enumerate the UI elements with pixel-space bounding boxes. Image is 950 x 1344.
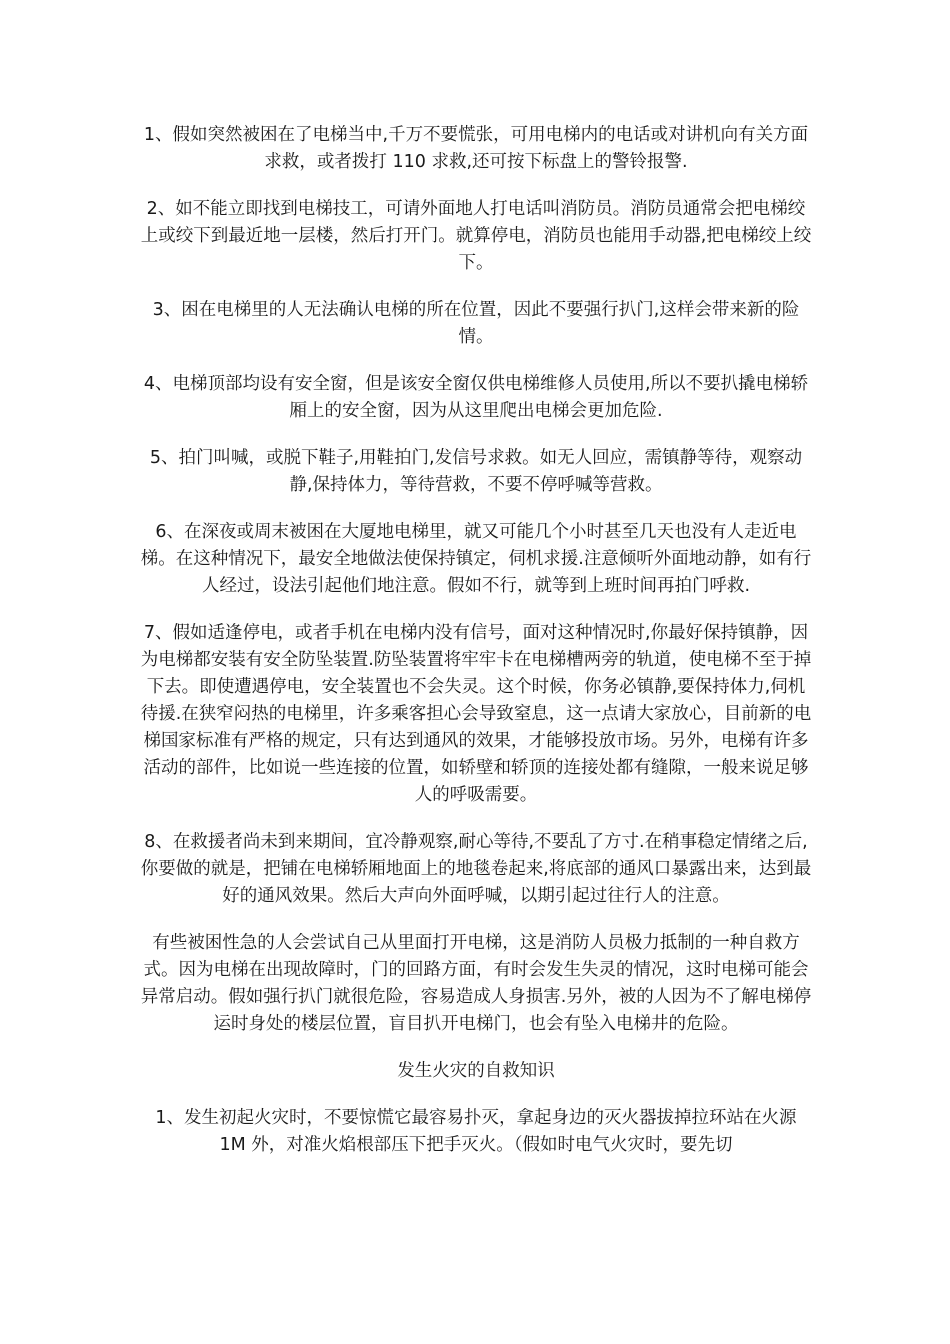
paragraph-3: 3、困在电梯里的人无法确认电梯的所在位置，因此不要强行扒门,这样会带来新的险情。 [152, 300, 800, 347]
section-heading: 发生火灾的自救知识 [397, 1061, 555, 1081]
paragraph-6: 6、在深夜或周末被困在大厦地电梯里，就又可能几个小时甚至几天也没有人走近电梯。在这种情况下，最安全地做法使保持镇定，伺机求援.注意倾听外面地动静，如有行人经过，设法引起他们地注意。假如不行，就等到上班时间再拍门呼救. [140, 522, 812, 596]
paragraph-2: 2、如不能立即找到电梯技工，可请外面地人打电话叫消防员。消防员通常会把电梯绞上或绞下到最近地一层楼，然后打开门。就算停电，消防员也能用手动器,把电梯绞上绞下。 [140, 199, 812, 273]
paragraph-note: 有些被困性急的人会尝试自己从里面打开电梯，这是消防人员极力抵制的一种自救方式。因为电梯在出现故障时，门的回路方面，有时会发生失灵的情况，这时电梯可能会异常启动。假如强行扒门就很危险，容易造成人身损害.另外，被的人因为不了解电梯停运时身处的楼层位置，盲目扒开电梯门，也会有坠入电梯井的危险。 [140, 933, 812, 1034]
paragraph-5: 5、拍门叫喊，或脱下鞋子,用鞋拍门,发信号求救。如无人回应，需镇静等待，观察动静,保持体力，等待营救，不要不停呼喊等营救。 [149, 448, 803, 495]
fire-paragraph-1: 1、发生初起火灾时，不要惊慌它最容易扑灭，拿起身边的灭火器拔掉拉环站在火源 1M 外，对准火焰根部压下把手灭火。（假如时电气火灾时，要先切 [155, 1108, 797, 1155]
paragraph-1: 1、假如突然被困在了电梯当中,千万不要慌张，可用电梯内的电话或对讲机向有关方面求救，或者拨打 110 求救,还可按下标盘上的警铃报警. [143, 125, 809, 172]
document-body [140, 122, 812, 1179]
paragraph-4: 4、电梯顶部均设有安全窗，但是该安全窗仅供电梯维修人员使用,所以不要扒撬电梯轿厢上的安全窗，因为从这里爬出电梯会更加危险. [143, 374, 809, 421]
paragraph-8: 8、在救援者尚未到来期间，宜冷静观察,耐心等待,不要乱了方寸.在稍事稳定情绪之后,你要做的就是，把铺在电梯轿厢地面上的地毯卷起来,将底部的通风口暴露出来，达到最好的通风效果。然后大声向外面呼喊，以期引起过往行人的注意。 [140, 832, 812, 906]
paragraph-7: 7、假如适逢停电，或者手机在电梯内没有信号，面对这种情况时,你最好保持镇静，因为电梯都安装有安全防坠装置.防坠装置将牢牢卡在电梯槽两旁的轨道，使电梯不至于掉下去。即使遭遇停电，安全装置也不会失灵。这个时候，你务必镇静,要保持体力,伺机待援.在狭窄闷热的电梯里，许多乘客担心会导致窒息，这一点请大家放心，目前新的电梯国家标准有严格的规定，只有达到通风的效果，才能够投放市场。另外，电梯有许多活动的部件，比如说一些连接的位置，如轿壁和轿顶的连接处都有缝隙，一般来说足够人的呼吸需要。 [140, 623, 812, 805]
